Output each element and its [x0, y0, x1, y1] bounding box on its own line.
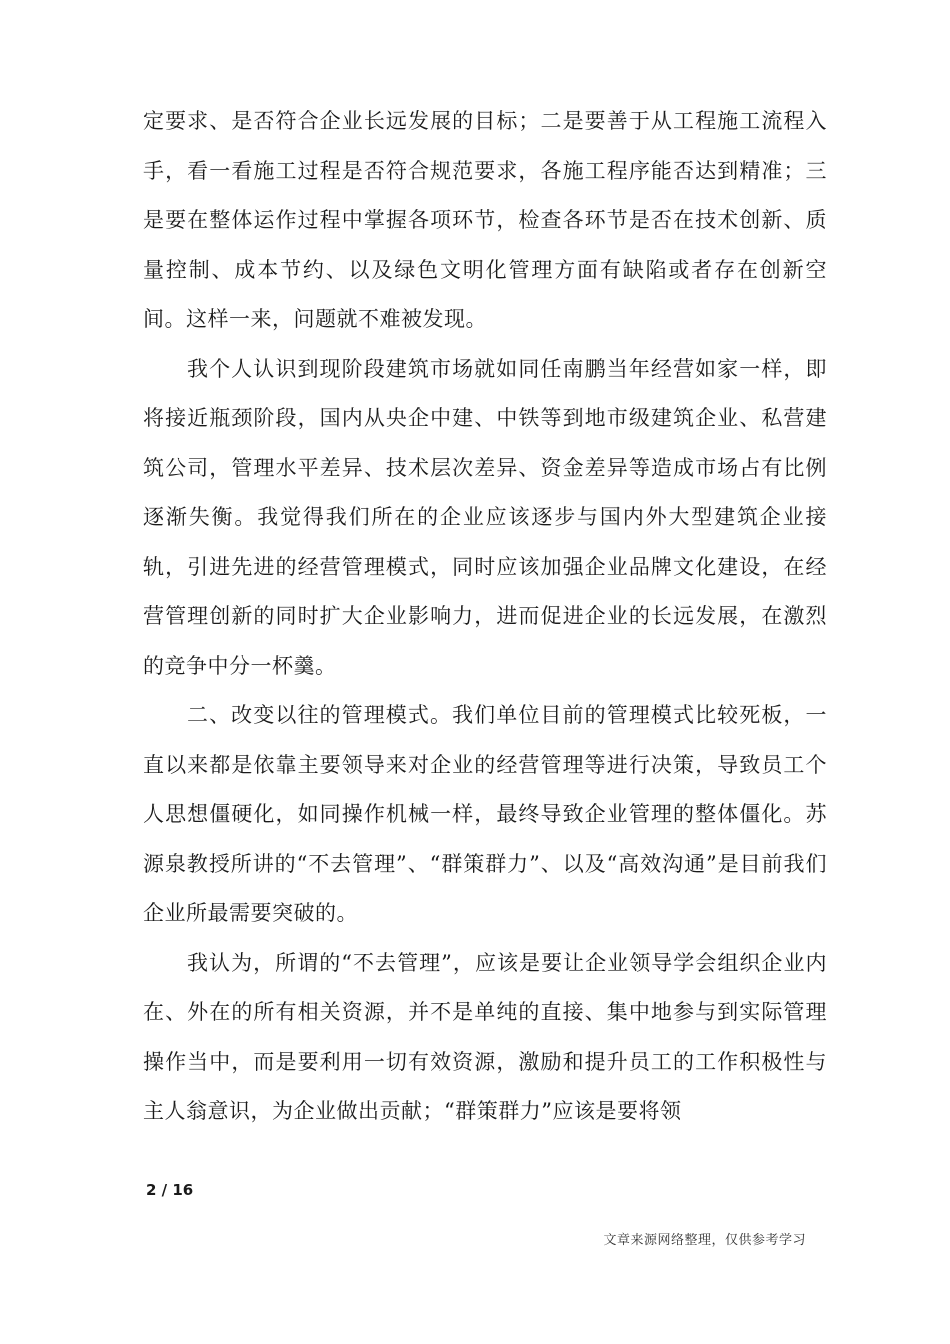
- body-text: [143, 97, 827, 1137]
- footer-note: 文章来源网络整理，仅供参考学习: [603, 1233, 806, 1248]
- paragraph-2: 我个人认识到现阶段建筑市场就如同任南鹏当年经营如家一样，即将接近瓶颈阶段，国内从央企中建、中铁等到地市级建筑企业、私营建筑公司，管理水平差异、技术层次差异、资金差异等造成市场占有比例逐渐失衡。我觉得我们所在的企业应该逐步与国内外大型建筑企业接轨，引进先进的经营管理模式，同时应该加强企业品牌文化建设，在经营管理创新的同时扩大企业影响力，进而促进企业的长远发展，在激烈的竞争中分一杯羹。: [143, 356, 827, 678]
- page-number: 2 / 16: [146, 1181, 194, 1199]
- paragraph-4: 我认为，所谓的“不去管理”，应该是要让企业领导学会组织企业内在、外在的所有相关资源，并不是单纯的直接、集中地参与到实际管理操作当中，而是要利用一切有效资源，激励和提升员工的工作积极性与主人翁意识，为企业做出贡献；“群策群力”应该是要将领: [143, 950, 827, 1123]
- paragraph-1: 定要求、是否符合企业长远发展的目标；二是要善于从工程施工流程入手，看一看施工过程是否符合规范要求，各施工程序能否达到精准；三是要在整体运作过程中掌握各项环节，检查各环节是否在技术创新、质量控制、成本节约、以及绿色文明化管理方面有缺陷或者存在创新空间。这样一来，问题就不难被发现。: [143, 109, 827, 331]
- paragraph-3: 二、改变以往的管理模式。我们单位目前的管理模式比较死板，一直以来都是依靠主要领导来对企业的经营管理等进行决策，导致员工个人思想僵硬化，如同操作机械一样，最终导致企业管理的整体僵化。苏源泉教授所讲的“不去管理”、“群策群力”、以及“高效沟通”是目前我们企业所最需要突破的。: [143, 703, 827, 925]
